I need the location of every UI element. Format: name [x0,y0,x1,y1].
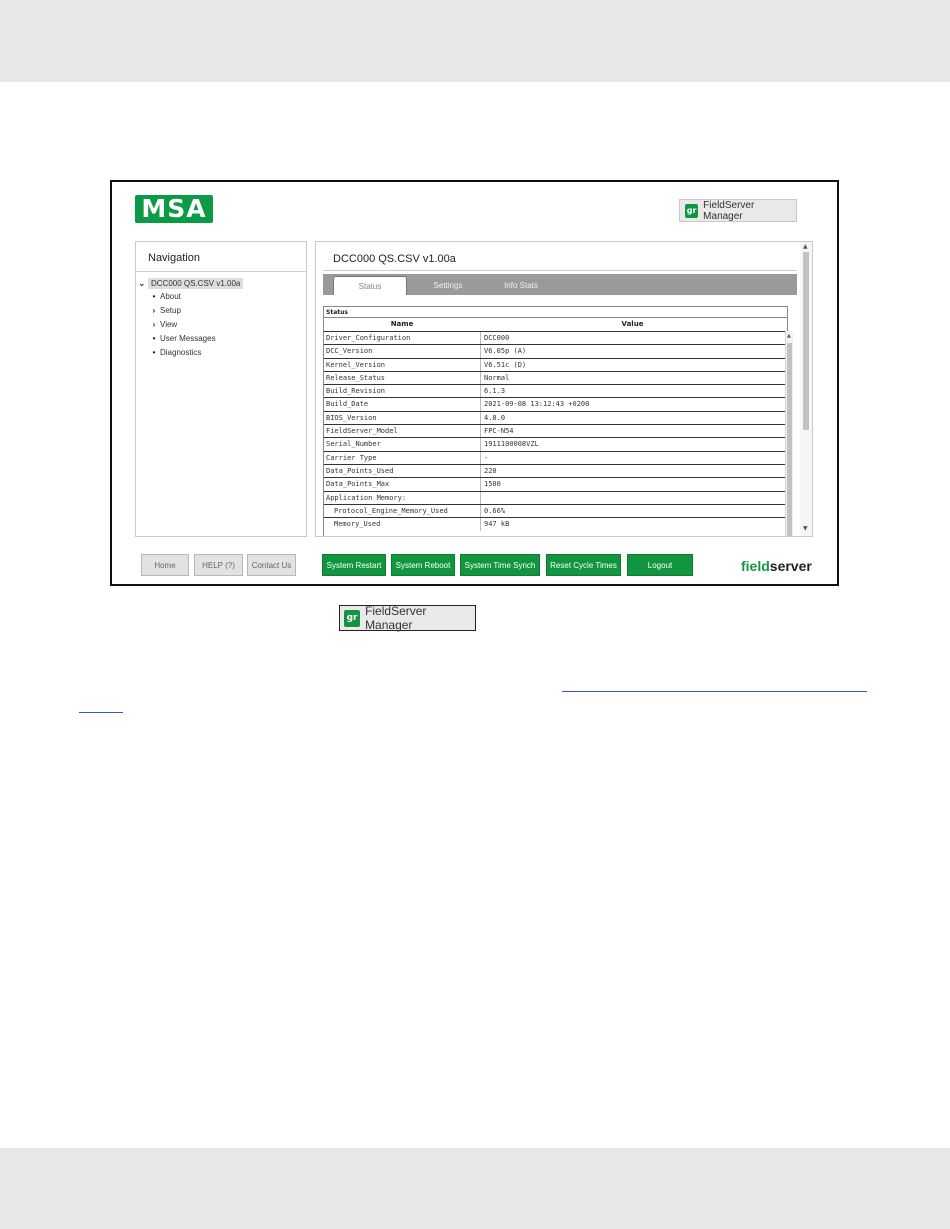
column-separator [480,332,481,345]
fieldserver-manager-button-illustration [339,605,476,631]
nav-item-setup[interactable] [148,306,181,315]
row-value: 220 [484,466,497,475]
table-row [324,477,787,490]
help-button[interactable]: HELP (?) [194,554,243,576]
table-row [324,424,787,437]
row-name: Carrier Type [326,453,377,462]
system-reboot-button[interactable]: System Reboot [391,554,455,576]
row-value: 2021-09-08 13:12:43 +0200 [484,400,590,409]
row-value: 0.66% [484,506,506,515]
bullet-icon: • [152,292,156,301]
column-separator [480,492,481,505]
fieldserver-manager-label: FieldServer Manager [365,604,427,632]
table-row [324,464,787,477]
row-value: FPC-N54 [484,427,514,436]
contact-us-button[interactable]: Contact Us [247,554,296,576]
row-value: V6.05p (A) [484,347,527,356]
row-value: 1500 [484,480,501,489]
nav-item-label: User Messages [160,334,216,343]
scroll-down-arrow-icon[interactable]: ▼ [803,525,808,532]
fieldserver-logo [741,558,812,574]
row-name: Data_Points_Max [326,480,390,489]
row-value: V6.51c (D) [484,360,527,369]
title-divider [323,270,797,271]
nav-root-item[interactable] [138,278,243,289]
grid-manager-icon: gr [685,204,698,218]
row-name: Data_Points_Used [326,466,394,475]
row-name: Build_Revision [326,387,386,396]
column-separator [480,359,481,372]
nav-item-label: View [160,320,178,329]
row-name: Build_Date [326,400,369,409]
table-row [324,451,787,464]
column-separator [480,372,481,385]
document-hyperlink[interactable] [562,691,867,692]
row-value: 4.8.0 [484,413,506,422]
nav-item-view[interactable] [148,320,177,329]
nav-root-label: DCC000 QS.CSV v1.00a [148,278,243,289]
navigation-panel [135,241,307,537]
page-header-band [0,0,950,82]
table-scrollbar[interactable] [785,331,793,537]
table-row [324,491,787,504]
table-row [324,344,787,357]
column-separator [480,518,481,531]
row-value: - [484,453,489,462]
table-row [324,331,787,344]
tab-settings[interactable]: Settings [433,281,463,290]
column-separator [480,345,481,358]
row-name: Kernel_Version [326,360,386,369]
system-restart-button[interactable]: System Restart [322,554,386,576]
row-name: FieldServer_Model [326,427,398,436]
column-separator [480,412,481,425]
row-value: DCC000 [484,334,510,342]
reset-cycle-times-button[interactable]: Reset Cycle Times [546,554,621,576]
home-button[interactable]: Home [141,554,189,576]
chevron-down-icon: ⌄ [138,278,146,289]
bullet-icon: • [152,334,156,343]
web-ui-screenshot [110,180,839,586]
nav-item-user-messages[interactable] [148,334,216,343]
table-row [324,358,787,371]
table-row [324,411,787,424]
nav-item-diagnostics[interactable] [148,348,201,357]
column-separator [480,398,481,411]
row-name: BIOS_Version [326,413,377,422]
row-name: Application Memory: [326,493,407,502]
logo-server-text: server [769,558,812,574]
table-row [324,384,787,397]
row-value: 1911100008VZL [484,440,539,449]
column-separator [480,505,481,518]
grid-manager-icon: gr [344,610,360,627]
panel-scroll-thumb[interactable] [803,252,809,430]
column-separator [480,478,481,491]
row-name: Protocol_Engine_Memory_Used [334,506,448,515]
nav-item-label: Diagnostics [160,348,202,357]
fieldserver-manager-label: FieldServer Manager [703,199,755,222]
page-title: DCC000 QS.CSV v1.00a [333,253,456,265]
chevron-right-icon: › [152,320,156,329]
table-row [324,437,787,450]
table-row [324,397,787,410]
navigation-divider [136,271,306,272]
row-value: 6.1.3 [484,387,506,396]
logout-button[interactable]: Logout [627,554,693,576]
column-header-name: Name [390,320,414,328]
navigation-heading: Navigation [148,252,200,264]
chevron-right-icon: › [152,306,156,315]
bullet-icon: • [152,348,156,357]
table-row [324,371,787,384]
status-rows [324,331,787,530]
row-name: DCC_Version [326,347,373,356]
column-separator [480,425,481,438]
document-hyperlink-continued[interactable] [79,712,123,713]
row-value: Normal [484,373,510,382]
row-name: Serial_Number [326,440,381,449]
msa-logo-text: MSA [141,194,207,223]
column-separator [480,385,481,398]
system-time-synch-button[interactable]: System Time Synch [460,554,540,576]
tab-status[interactable]: Status [333,276,407,295]
column-header-value: Value [621,320,644,328]
nav-item-label: Setup [160,306,181,315]
panel-scrollbar[interactable] [800,242,812,536]
page-footer-band [0,1148,950,1229]
status-table [323,306,791,537]
scroll-up-arrow-icon[interactable]: ▲ [803,243,808,250]
row-name: Release_Status [326,373,386,382]
table-row [324,504,787,517]
nav-item-about[interactable] [148,292,181,301]
tab-bar [323,274,797,295]
logo-field-text: field [741,558,770,574]
main-panel [315,241,813,537]
scroll-up-arrow-icon[interactable]: ▲ [787,333,791,339]
msa-logo [135,195,213,223]
row-name: Driver_Configuration [326,334,411,342]
table-scroll-thumb[interactable] [787,343,792,537]
fieldserver-manager-button[interactable] [679,199,797,222]
column-separator [480,438,481,451]
status-table-caption: Status [324,307,787,318]
table-row [324,517,787,530]
column-separator [480,452,481,465]
row-value: 947 kB [484,520,510,529]
tab-info-stats[interactable]: Info Stats [504,281,538,290]
nav-item-label: About [160,292,181,301]
row-name: Memory_Used [334,520,381,529]
column-separator [480,465,481,478]
